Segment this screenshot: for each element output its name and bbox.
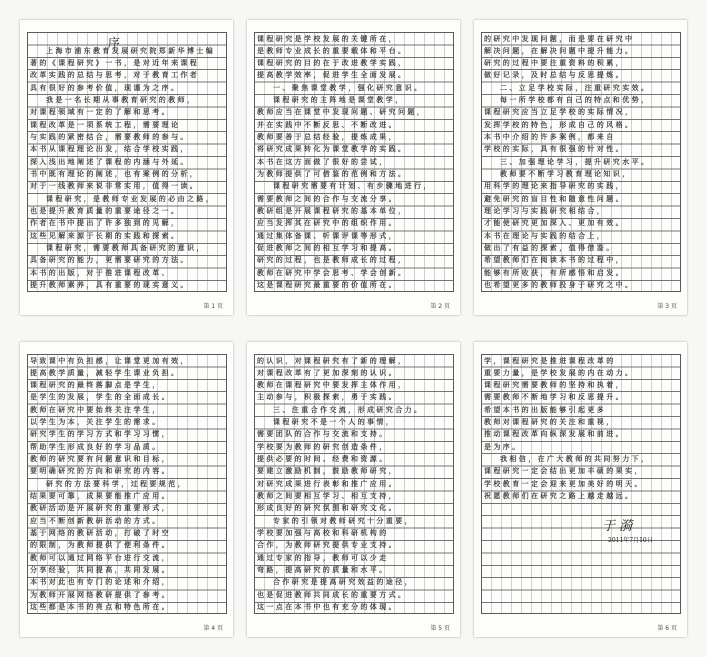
page-number: 第 4 页 (203, 625, 223, 632)
text-line: 教师可以通过网络平台进行交流， (30, 554, 171, 562)
manuscript-page (20, 20, 233, 315)
text-line: 二、立足学校实际，注重研究实效。 (500, 84, 651, 92)
text-line: 本书对此也有专门的论述和介绍， (30, 578, 171, 586)
text-line: 一、聚焦课堂教学，强化研究意识。 (273, 84, 424, 92)
text-line: 本书在理论与实践的结合上， (484, 232, 607, 240)
page-number: 第 6 页 (657, 625, 677, 632)
manuscript-page (474, 342, 687, 637)
text-line: 将研究成果转化为课堂教学的实践。 (257, 145, 408, 153)
text-line: 对课程领域有一定的了解和思考。 (30, 108, 171, 116)
text-line: 课程研究，需要教师具备研究的意识， (46, 244, 206, 252)
text-line: 课程研究的主阵地是课堂教学， (273, 96, 405, 104)
text-line: 希望本书的出版能够引起更多 (484, 406, 607, 414)
text-line: 通过专家的指导，教师可以少走 (257, 554, 389, 562)
text-line: 专家的引领对教师研究十分重要， (273, 517, 414, 525)
manuscript-grid (27, 354, 227, 614)
text-line: 这些都是本书的亮点和特色所在。 (30, 603, 171, 611)
text-line: 是为序。 (484, 443, 522, 451)
text-line: 用科学的理论来指导研究的实践， (484, 182, 625, 190)
text-line: 改革实践的总结与思考，对于教育工作者 (30, 71, 200, 79)
manuscript-grid (254, 354, 454, 614)
text-line: 学校的实际，具有很强的针对性。 (484, 145, 625, 153)
text-line: 应当不断创新教研活动的方式。 (30, 517, 162, 525)
text-line: 每一所学校都有自己的特点和优势， (500, 96, 651, 104)
manuscript-page (474, 20, 687, 315)
text-line: 作者在书中提出了许多独到的见解， (30, 219, 181, 227)
text-line: 弯路，提高研究的质量和水平。 (257, 566, 389, 574)
text-line: 的限制，为教师提供了便利条件。 (30, 541, 171, 549)
text-line: 课程研究需要有计划、有步骤地进行， (273, 182, 433, 190)
text-line: 本书中介绍的许多案例，都来自 (484, 133, 616, 141)
text-line: 通过集体备课、听课评课等形式， (257, 232, 398, 240)
page-title: 序 (108, 36, 133, 50)
text-line: 是教师专业成长的重要载体和平台。 (257, 47, 408, 55)
page-number: 第 5 页 (430, 625, 450, 632)
text-line: 做出了有益的探索，值得借鉴。 (484, 244, 616, 252)
text-line: 教研活动是开展研究的重要形式， (30, 504, 171, 512)
text-line: 合作，为教师研究提供专业支持。 (257, 541, 398, 549)
manuscript-grid (27, 32, 227, 292)
text-line: 解决问题，在解决问题中提升能力。 (484, 47, 635, 55)
text-line: 教师在研究中学会思考、学会创新。 (257, 269, 408, 277)
text-line: 合作研究是提高研究效益的途径， (273, 578, 414, 586)
text-line: 导致课中有负担感，让课堂更加有效， (30, 357, 190, 365)
text-line: 我是一名长期从事教育研究的教师， (46, 96, 197, 104)
text-line: 希望教师们在阅读本书的过程中， (484, 256, 625, 264)
text-line: 上海市浦东教育发展研究院郑新华博士编 (46, 47, 216, 55)
text-line: 这是课程研究最重要的价值所在。 (257, 281, 398, 289)
text-line: 教师要不断学习教育理论知识， (500, 170, 632, 178)
text-line: 具有很好的参考价值，现谨为之序。 (30, 84, 181, 92)
text-line: 要建立激励机制，鼓励教师研究， (257, 467, 398, 475)
text-line: 教师的研究要有问题意识和目标， (30, 455, 171, 463)
text-line: 也希望更多的教师投身于研究之中。 (484, 281, 635, 289)
manuscript-grid (254, 32, 454, 292)
text-line: 以学生为本，关注学生的需求。 (30, 418, 162, 426)
signature-date: 2011年7月10日 (608, 537, 653, 544)
text-line: 教师在课程研究中要发挥主体作用， (257, 381, 408, 389)
text-line: 课程研究不是一个人的事情， (273, 418, 396, 426)
text-line: 发挥学校的特色，形成自己的风格。 (484, 121, 635, 129)
text-line: 课程改革是一项系统工程，需要理论 (30, 121, 181, 129)
text-line: 深入浅出地阐述了课程的内涵与外延。 (30, 158, 190, 166)
manuscript-page (247, 342, 460, 637)
text-line: 是学生的发展，学生的全面成长。 (30, 393, 171, 401)
text-line: 主动参与，积极探索，勇于实践。 (257, 393, 398, 401)
text-line: 帮助学生形成良好的学习品质。 (30, 443, 162, 451)
text-line: 才能使研究更加深入、更加有效。 (484, 219, 625, 227)
text-line: 也是提升教育质量的重要途径之一。 (30, 207, 181, 215)
text-line: 课程研究，是教师专业发展的必由之路， (46, 195, 216, 203)
text-line: 教研组是开展课程研究的基本单位， (257, 207, 408, 215)
text-line: 提高教学质量，减轻学生课业负担。 (30, 369, 181, 377)
text-line: 避免研究的盲目性和随意性问题。 (484, 195, 625, 203)
text-line: 三、注重合作交流，形成研究合力。 (273, 406, 424, 414)
text-line: 本书在这方面做了很好的尝试， (257, 158, 389, 166)
text-line: 需要团队的合作与交流和支持。 (257, 430, 389, 438)
text-line: 需要教师之间的合作与交流分享。 (257, 195, 398, 203)
text-line: 学校教育一定会迎来更加美好的明天。 (484, 480, 644, 488)
text-line: 推动课程改革向纵深发展和前进。 (484, 430, 625, 438)
text-line: 课程研究需要教师的坚持和执着， (484, 381, 625, 389)
text-line: 课程研究的最终落脚点是学生， (30, 381, 162, 389)
manuscript-page (20, 342, 233, 637)
text-line: 教师对课程研究的关注和重视， (484, 418, 616, 426)
text-line: 也是促进教师共同成长的重要方式。 (257, 591, 408, 599)
text-line: 课程研究一定会结出更加丰硕的果实， (484, 467, 644, 475)
text-line: 对于一线教师来说非常实用，值得一读。 (30, 182, 200, 190)
text-line: 结果要可靠，成果要能推广应用。 (30, 492, 171, 500)
text-line: 教师在研究中要始终关注学生， (30, 406, 162, 414)
text-line: 为教师开展网络教研提供了参考。 (30, 591, 171, 599)
page-number: 第 2 页 (430, 303, 450, 310)
text-line: 要明确研究的方向和研究的内容。 (30, 467, 171, 475)
text-line: 这些见解来源于长期的实践和探索。 (30, 232, 181, 240)
text-line: 为教师提供了可借鉴的范例和方法。 (257, 170, 408, 178)
text-line: 与实践的紧密结合，需要教师的参与。 (30, 133, 190, 141)
text-line: 并在实践中不断反思、不断改进。 (257, 121, 398, 129)
text-line: 的研究中发现问题，而是要在研究中 (484, 35, 635, 43)
text-line: 提供必要的时间、经费和资源。 (257, 455, 389, 463)
text-line: 分享经验，共同提高，共同发展。 (30, 566, 171, 574)
text-line: 的认识，对课程研究有了新的理解， (257, 357, 408, 365)
text-line: 学校要为教师的研究创造条件， (257, 443, 389, 451)
text-line: 三、加强理论学习，提升研究水平。 (500, 158, 651, 166)
text-line: 本书的出版，对于推进课程改革、 (30, 269, 171, 277)
text-line: 课程研究应当立足学校的实际情况， (484, 108, 635, 116)
text-line: 做好记录，及时总结与反思提炼。 (484, 71, 625, 79)
text-line: 这一点在本书中也有充分的体现。 (257, 603, 398, 611)
text-line: 著的《课程研究》一书，是对近年来课程 (30, 59, 200, 67)
text-line: 能够有所收获，有所感悟和启发。 (484, 269, 625, 277)
text-line: 对课程改革有了更加深刻的认识。 (257, 369, 398, 377)
text-line: 研究的过程，也是教师成长的过程， (257, 256, 408, 264)
text-line: 对研究成果进行表彰和推广应用。 (257, 480, 398, 488)
author-signature: 于 漪 (602, 519, 633, 534)
manuscript-grid (481, 354, 681, 614)
text-line: 祝愿教师们在研究之路上越走越远。 (484, 492, 635, 500)
page-number: 第 1 页 (203, 303, 223, 310)
text-line: 应当发挥其在研究中的组织作用。 (257, 219, 398, 227)
text-line: 我相信，在广大教师的共同努力下， (500, 455, 651, 463)
text-line: 研究的方法要科学，过程要规范， (46, 480, 187, 488)
text-line: 教师要善于总结经验，提炼成果， (257, 133, 398, 141)
text-line: 学，课程研究是推进课程改革的 (484, 357, 616, 365)
text-line: 提升教师素养，具有重要的现实意义。 (30, 281, 190, 289)
manuscript-page (247, 20, 460, 315)
text-line: 促进教师之间的相互学习和提高。 (257, 244, 398, 252)
text-line: 研究的过程中要注重资料的积累， (484, 59, 625, 67)
page-number: 第 3 页 (657, 303, 677, 310)
manuscript-grid (481, 32, 681, 292)
text-line: 学校要加强与高校和科研机构的 (257, 529, 389, 537)
text-line: 教师应当在课堂中发现问题、研究问题， (257, 108, 427, 116)
text-line: 课程研究的目的在于改进教学实践， (257, 59, 408, 67)
text-line: 提高教学效率，促进学生全面发展。 (257, 71, 408, 79)
text-line: 本书从课程理论出发，结合学校实践， (30, 145, 190, 153)
text-line: 形成良好的研究氛围和研究文化。 (257, 504, 398, 512)
text-line: 研究学生的学习方式和学习习惯， (30, 430, 171, 438)
text-line: 具备研究的能力，更需要研究的方法。 (30, 256, 190, 264)
text-line: 需要教师不断地学习和反思提升。 (484, 393, 625, 401)
text-line: 理论学习与实践研究相结合， (484, 207, 607, 215)
text-line: 基于网络的教研活动，打破了时空 (30, 529, 171, 537)
text-line: 书中既有理论的阐述，也有案例的分析， (30, 170, 200, 178)
text-line: 课程研究是学校发展的关键所在， (257, 35, 398, 43)
text-line: 教师之间要相互学习、相互支持， (257, 492, 398, 500)
text-line: 重要力量，是学校发展的内在动力。 (484, 369, 635, 377)
